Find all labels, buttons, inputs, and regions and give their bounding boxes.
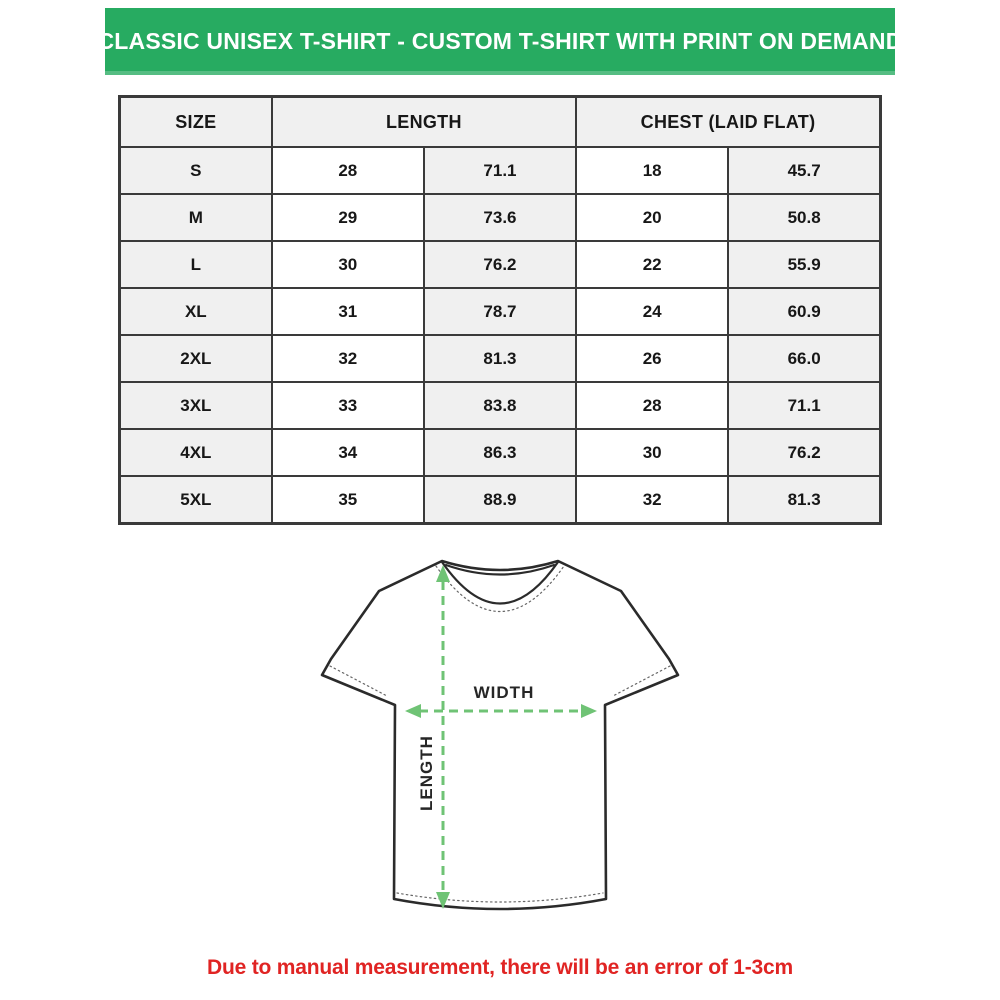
cell-chest-in: 30 [576,429,728,476]
cell-length-in: 28 [272,147,424,194]
cell-length-in: 35 [272,476,424,524]
table-row [120,194,881,241]
header-row [120,97,881,148]
cell-length-cm: 76.2 [424,241,576,288]
size-table-body [120,147,881,524]
length-dimension-label: LENGTH [417,735,436,811]
table-row [120,382,881,429]
title-banner [97,8,903,75]
cell-length-cm: 83.8 [424,382,576,429]
cell-size: 3XL [120,382,272,429]
cell-length-cm: 86.3 [424,429,576,476]
cell-size: 4XL [120,429,272,476]
table-row [120,476,881,524]
measurement-disclaimer: Due to manual measurement, there will be an error of 1-3cm [207,956,793,979]
table-row [120,288,881,335]
cell-chest-in: 26 [576,335,728,382]
col-header-size: SIZE [120,97,272,148]
cell-chest-in: 18 [576,147,728,194]
cell-chest-cm: 55.9 [728,241,880,288]
cell-chest-in: 24 [576,288,728,335]
col-header-length: LENGTH [272,97,576,148]
cell-length-in: 29 [272,194,424,241]
cell-chest-cm: 66.0 [728,335,880,382]
cell-length-cm: 81.3 [424,335,576,382]
cell-chest-cm: 76.2 [728,429,880,476]
cell-size: 5XL [120,476,272,524]
cell-length-in: 30 [272,241,424,288]
size-chart-table [118,95,882,525]
cell-size: 2XL [120,335,272,382]
cell-chest-in: 28 [576,382,728,429]
cell-length-cm: 73.6 [424,194,576,241]
cell-chest-cm: 50.8 [728,194,880,241]
cell-size: L [120,241,272,288]
cell-length-cm: 71.1 [424,147,576,194]
tshirt-outline [322,561,678,909]
cell-length-in: 31 [272,288,424,335]
cell-size: M [120,194,272,241]
cell-length-cm: 88.9 [424,476,576,524]
table-row [120,241,881,288]
cell-chest-in: 20 [576,194,728,241]
cell-chest-cm: 45.7 [728,147,880,194]
cell-chest-cm: 60.9 [728,288,880,335]
cell-length-in: 33 [272,382,424,429]
cell-size: S [120,147,272,194]
col-header-chest: CHEST (LAID FLAT) [576,97,880,148]
table-row [120,147,881,194]
cell-chest-cm: 81.3 [728,476,880,524]
cell-chest-cm: 71.1 [728,382,880,429]
cell-length-in: 32 [272,335,424,382]
tshirt-measurement-diagram [320,553,680,938]
width-dimension-label: WIDTH [473,683,535,702]
table-row [120,429,881,476]
cell-chest-in: 22 [576,241,728,288]
cell-size: XL [120,288,272,335]
page-title: CLASSIC UNISEX T-SHIRT - CUSTOM T-SHIRT WITH PRINT ON DEMAND [97,28,903,54]
cell-length-in: 34 [272,429,424,476]
cell-chest-in: 32 [576,476,728,524]
table-row [120,335,881,382]
cell-length-cm: 78.7 [424,288,576,335]
size-table-header [120,97,881,148]
